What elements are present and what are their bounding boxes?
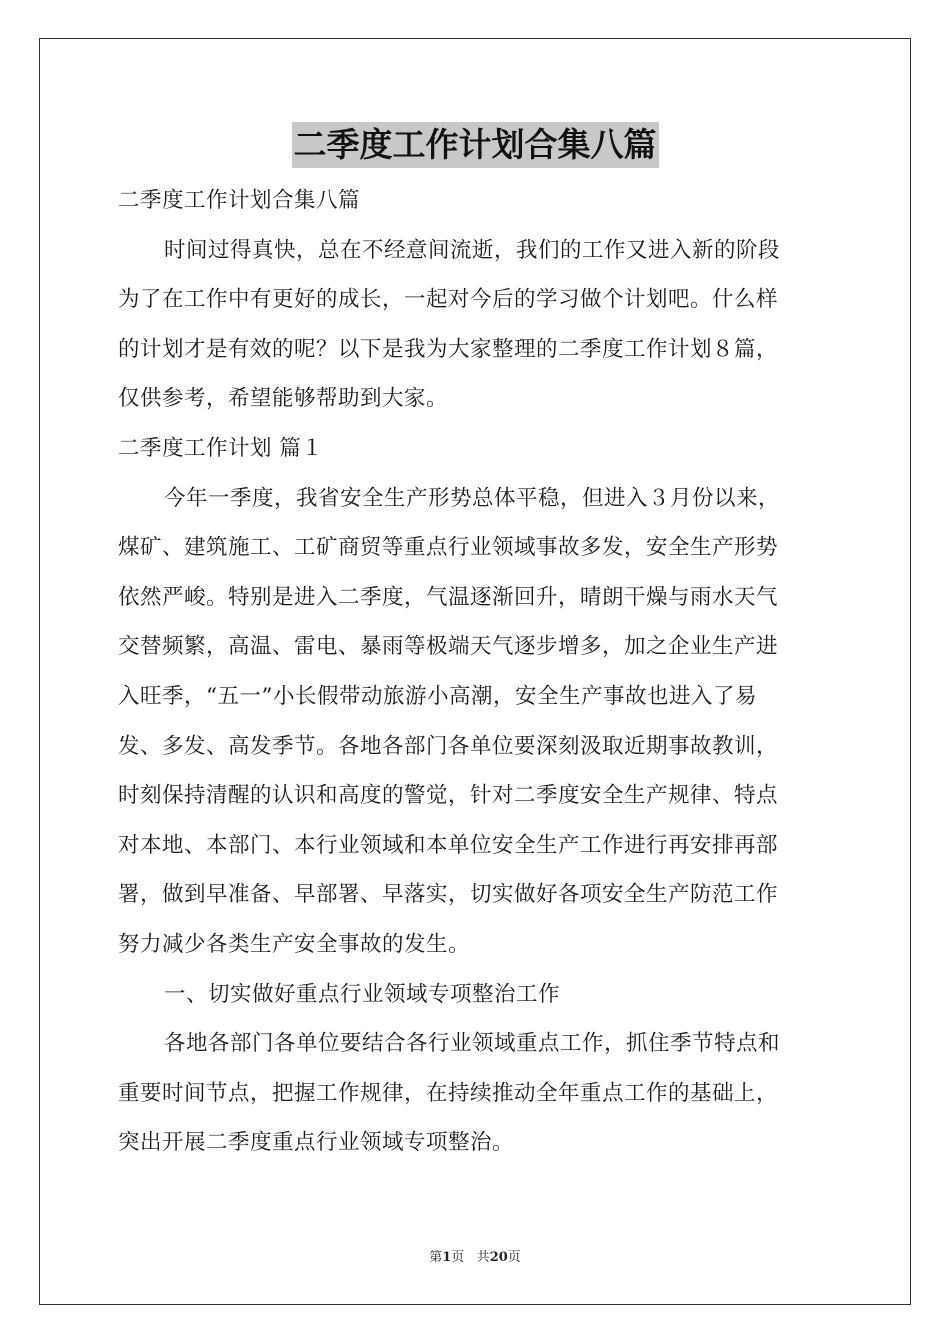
text-line: 依然严峻。特别是进入二季度，气温逐渐回升，晴朗干燥与雨水天气 (118, 584, 779, 610)
document-title: 二季度工作计划合集八篇 (292, 122, 659, 168)
text-line: 突出开展二季度重点行业领域专项整治。 (118, 1130, 515, 1156)
text-line: 二季度工作计划合集八篇 (118, 188, 361, 213)
text-line: 煤矿、建筑施工、工矿商贸等重点行业领域事故多发，安全生产形势 (118, 535, 779, 561)
total-prefix: 共 (476, 1250, 490, 1265)
text-line: 为了在工作中有更好的成长，一起对今后的学习做个计划吧。什么样 (118, 287, 779, 313)
text-line: 交替频繁，高温、雷电、暴雨等极端天气逐步增多，加之企业生产进 (118, 634, 779, 660)
text-line: 时间过得真快，总在不经意间流逝，我们的工作又进入新的阶段 (164, 237, 781, 263)
text-line: 时刻保持清醒的认识和高度的警觉，针对二季度安全生产规律、特点 (118, 783, 779, 809)
text-line: 今年一季度，我省安全生产形势总体平稳，但进入３月份以来， (164, 485, 781, 511)
text-line: 二季度工作计划 篇１ (118, 435, 324, 461)
text-line: 重要时间节点，把握工作规律，在持续推动全年重点工作的基础上， (118, 1080, 779, 1106)
title-block (0, 122, 950, 168)
page-prefix: 第 (429, 1250, 443, 1265)
text-line: 对本地、本部门、本行业领域和本单位安全生产工作进行再安排再部 (118, 832, 779, 858)
text-line: 各地各部门各单位要结合各行业领域重点工作，抓住季节特点和 (164, 1031, 781, 1057)
page-footer (0, 1246, 950, 1265)
text-line: 一、切实做好重点行业领域专项整治工作 (164, 981, 561, 1007)
text-line: 的计划才是有效的呢？以下是我为大家整理的二季度工作计划８篇， (118, 336, 779, 362)
page-suffix: 页 (451, 1250, 465, 1265)
text-line: 仅供参考，希望能够帮助到大家。 (118, 386, 449, 412)
total-pages: 20 (489, 1250, 508, 1265)
page-number: 1 (442, 1250, 452, 1265)
total-suffix: 页 (507, 1250, 521, 1265)
document-body (118, 176, 834, 1168)
text-line: 努力减少各类生产安全事故的发生。 (118, 931, 471, 957)
text-line: 入旺季，“五一”小长假带动旅游小高潮，安全生产事故也进入了易 (118, 683, 757, 709)
text-line: 发、多发、高发季节。各地各部门各单位要深刻汲取近期事故教训， (118, 733, 779, 759)
text-line: 署，做到早准备、早部署、早落实，切实做好各项安全生产防范工作 (118, 882, 779, 908)
